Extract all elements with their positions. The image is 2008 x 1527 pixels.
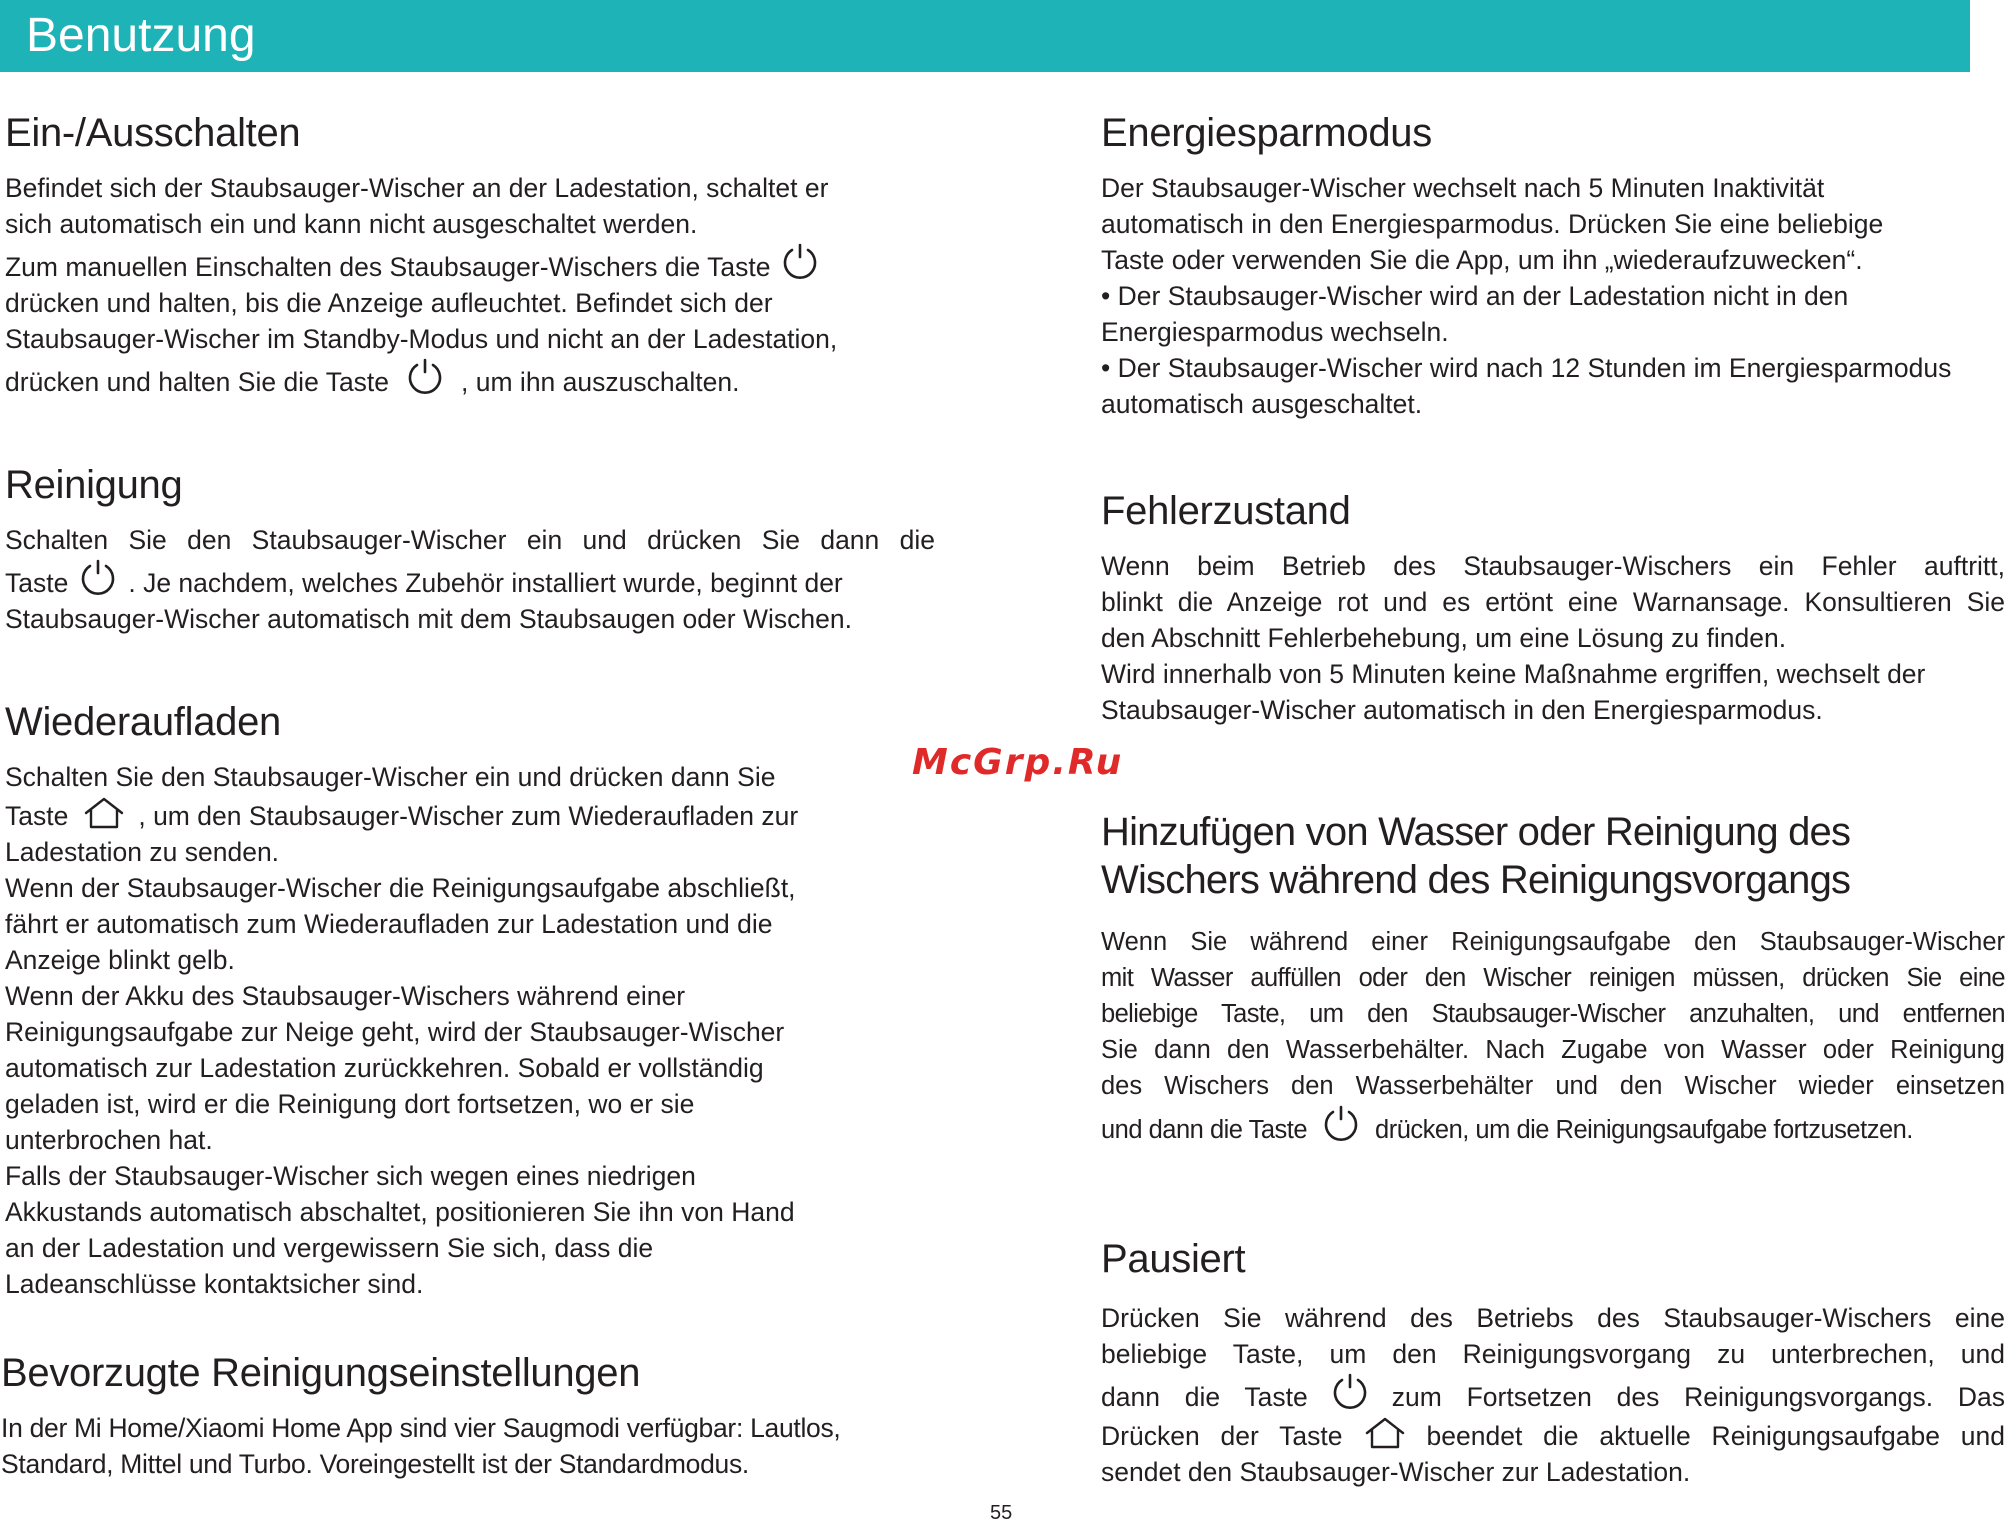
text-line bbox=[1101, 1104, 2005, 1148]
text-span: , um ihn auszuschalten. bbox=[461, 367, 740, 397]
text-line bbox=[5, 242, 935, 285]
section-body bbox=[1101, 924, 2005, 1148]
text-line bbox=[5, 357, 935, 400]
text-line: Reinigungsaufgabe zur Neige geht, wird der Staubsauger-Wischer bbox=[5, 1017, 785, 1047]
text-line: Falls der Staubsauger-Wischer sich wegen eines niedrigen bbox=[5, 1161, 696, 1191]
power-icon bbox=[405, 357, 445, 397]
text-line: sich automatisch ein und kann nicht ausgeschaltet werden. bbox=[5, 209, 698, 239]
text-line: Befindet sich der Staubsauger-Wischer an der Ladestation, schaltet er bbox=[5, 173, 829, 203]
text-line: sendet den Staubsauger-Wischer zur Ladestation. bbox=[1101, 1457, 1691, 1487]
watermark: McGrp.Ru bbox=[912, 742, 1124, 783]
text-line: drücken und halten, bis die Anzeige aufleuchtet. Befindet sich der bbox=[5, 288, 773, 318]
text-line: Staubsauger-Wischer automatisch in den Energiesparmodus. bbox=[1101, 695, 1823, 725]
text-line: automatisch in den Energiesparmodus. Drücken Sie eine beliebige bbox=[1101, 209, 1884, 239]
text-line: Staubsauger-Wischer automatisch mit dem Staubsaugen oder Wischen. bbox=[5, 604, 852, 634]
text-line: Schalten Sie den Staubsauger-Wischer ein und drücken Sie dann die bbox=[5, 525, 935, 555]
power-icon bbox=[1330, 1372, 1370, 1412]
section-title: Reinigung bbox=[5, 463, 183, 507]
text-line: In der Mi Home/Xiaomi Home App sind vier Saugmodi verfügbar: Lautlos, bbox=[1, 1413, 841, 1443]
text-line: Wenn beim Betrieb des Staubsauger-Wischers ein Fehler auftritt, bbox=[1101, 551, 2005, 581]
text-line: beliebige Taste, um den Staubsauger-Wischer anzuhalten, und entfernen bbox=[1101, 1000, 2005, 1028]
left-column bbox=[1, 108, 935, 1482]
text-line: Drücken Sie während des Betriebs des Staubsauger-Wischers eine bbox=[1101, 1303, 2005, 1333]
section-body bbox=[1101, 170, 2005, 422]
text-line: geladen ist, wird er die Reinigung dort fortsetzen, wo er sie bbox=[5, 1089, 695, 1119]
text-line: Der Staubsauger-Wischer wechselt nach 5 Minuten Inaktivität bbox=[1101, 173, 1825, 203]
text-line: Schalten Sie den Staubsauger-Wischer ein und drücken dann Sie bbox=[5, 762, 776, 792]
text-span: Taste bbox=[5, 568, 69, 598]
text-line bbox=[5, 795, 935, 834]
text-line: Ladeanschlüsse kontaktsicher sind. bbox=[5, 1269, 424, 1299]
power-icon bbox=[780, 242, 820, 282]
text-line: Wenn der Akku des Staubsauger-Wischers während einer bbox=[5, 981, 686, 1011]
text-line: an der Ladestation und vergewissern Sie sich, dass die bbox=[5, 1233, 654, 1263]
text-span: drücken, um die Reinigungsaufgabe fortzusetzen. bbox=[1375, 1116, 1913, 1144]
section-pausiert bbox=[1101, 1234, 2005, 1490]
text-span: und dann die Taste bbox=[1101, 1116, 1308, 1144]
page-title: Benutzung bbox=[26, 9, 256, 62]
text-span: Drücken der Taste bbox=[1101, 1421, 1343, 1451]
text-line: Wird innerhalb von 5 Minuten keine Maßnahme ergriffen, wechselt der bbox=[1101, 659, 1926, 689]
text-line: beliebige Taste, um den Reinigungsvorgang zu unterbrechen, und bbox=[1101, 1339, 2005, 1369]
text-line bbox=[5, 558, 935, 601]
text-line: blinkt die Anzeige rot und es ertönt eine Warnansage. Konsultieren Sie bbox=[1101, 587, 2005, 617]
text-line: Wenn Sie während einer Reinigungsaufgabe den Staubsauger-Wischer bbox=[1101, 928, 2005, 956]
text-line bbox=[1101, 1415, 2005, 1454]
text-span: dann die Taste bbox=[1101, 1382, 1308, 1412]
text-line: des Wischers den Wasserbehälter und den Wischer wieder einsetzen bbox=[1101, 1072, 2005, 1100]
text-span: Taste bbox=[5, 801, 69, 831]
section-body bbox=[5, 170, 935, 400]
text-line: automatisch zur Ladestation zurückkehren. Sobald er vollständig bbox=[5, 1053, 764, 1083]
text-line: Standard, Mittel und Turbo. Voreingestellt ist der Standardmodus. bbox=[1, 1449, 749, 1479]
text-line: Taste oder verwenden Sie die App, um ihn „wiederaufzuwecken“. bbox=[1101, 245, 1863, 275]
power-icon bbox=[78, 558, 118, 598]
power-icon bbox=[1321, 1104, 1361, 1144]
text-span: . Je nachdem, welches Zubehör installiert wurde, beginnt der bbox=[128, 568, 843, 598]
text-line: Energiesparmodus wechseln. bbox=[1101, 317, 1449, 347]
text-line: Wenn der Staubsauger-Wischer die Reinigungsaufgabe abschließt, bbox=[5, 873, 796, 903]
text-line bbox=[1101, 1372, 2005, 1415]
text-span: , um den Staubsauger-Wischer zum Wiederaufladen zur bbox=[138, 801, 799, 831]
section-body bbox=[1101, 548, 2005, 728]
text-span: Zum manuellen Einschalten des Staubsauger-Wischers die Taste bbox=[5, 252, 771, 282]
section-energiesparmodus bbox=[1101, 108, 2005, 422]
header-bar bbox=[0, 0, 1970, 72]
section-body bbox=[5, 759, 935, 1302]
text-line: • Der Staubsauger-Wischer wird nach 12 Stunden im Energiesparmodus bbox=[1101, 353, 1952, 383]
section-bevorzugte-reinigungseinstellungen bbox=[1, 1348, 931, 1482]
section-title: Pausiert bbox=[1101, 1237, 1246, 1281]
section-body bbox=[1101, 1300, 2005, 1490]
text-line: mit Wasser auffüllen oder den Wischer reinigen müssen, drücken Sie eine bbox=[1101, 964, 2005, 992]
text-span: drücken und halten Sie die Taste bbox=[5, 367, 390, 397]
section-title: Ein-/Ausschalten bbox=[5, 111, 301, 155]
home-icon bbox=[82, 795, 126, 831]
section-title: Fehlerzustand bbox=[1101, 489, 1351, 533]
text-span: beendet die aktuelle Reinigungsaufgabe und bbox=[1426, 1421, 2005, 1451]
text-line: Sie dann den Wasserbehälter. Nach Zugabe von Wasser oder Reinigung bbox=[1101, 1036, 2005, 1064]
section-body bbox=[5, 522, 935, 637]
text-line: Anzeige blinkt gelb. bbox=[5, 945, 235, 975]
page-number: 55 bbox=[990, 1502, 1013, 1524]
text-line: fährt er automatisch zum Wiederaufladen zur Ladestation und die bbox=[5, 909, 773, 939]
section-ein-ausschalten bbox=[5, 108, 935, 400]
section-wiederaufladen bbox=[5, 697, 935, 1302]
section-hinzufuegen-wasser bbox=[1101, 808, 2005, 1148]
section-title: Wiederaufladen bbox=[5, 700, 281, 744]
text-line: Ladestation zu senden. bbox=[5, 837, 280, 867]
section-title: Hinzufügen von Wasser oder Reinigung des Wischers während des Reinigungsvorgangs bbox=[1101, 810, 1851, 902]
section-reinigung bbox=[5, 460, 935, 637]
text-line: den Abschnitt Fehlerbehebung, um eine Lösung zu finden. bbox=[1101, 623, 1787, 653]
text-line: • Der Staubsauger-Wischer wird an der Ladestation nicht in den bbox=[1101, 281, 1849, 311]
section-title: Energiesparmodus bbox=[1101, 111, 1432, 155]
home-icon bbox=[1363, 1415, 1407, 1451]
section-title: Bevorzugte Reinigungseinstellungen bbox=[1, 1351, 641, 1395]
section-body bbox=[1, 1410, 931, 1482]
text-span: zum Fortsetzen des Reinigungsvorgangs. Das bbox=[1391, 1382, 2005, 1412]
right-column bbox=[1101, 108, 2005, 1490]
section-fehlerzustand bbox=[1101, 486, 2005, 728]
text-line: Staubsauger-Wischer im Standby-Modus und nicht an der Ladestation, bbox=[5, 324, 838, 354]
text-line: unterbrochen hat. bbox=[5, 1125, 213, 1155]
text-line: automatisch ausgeschaltet. bbox=[1101, 389, 1423, 419]
text-line: Akkustands automatisch abschaltet, positionieren Sie ihn von Hand bbox=[5, 1197, 795, 1227]
